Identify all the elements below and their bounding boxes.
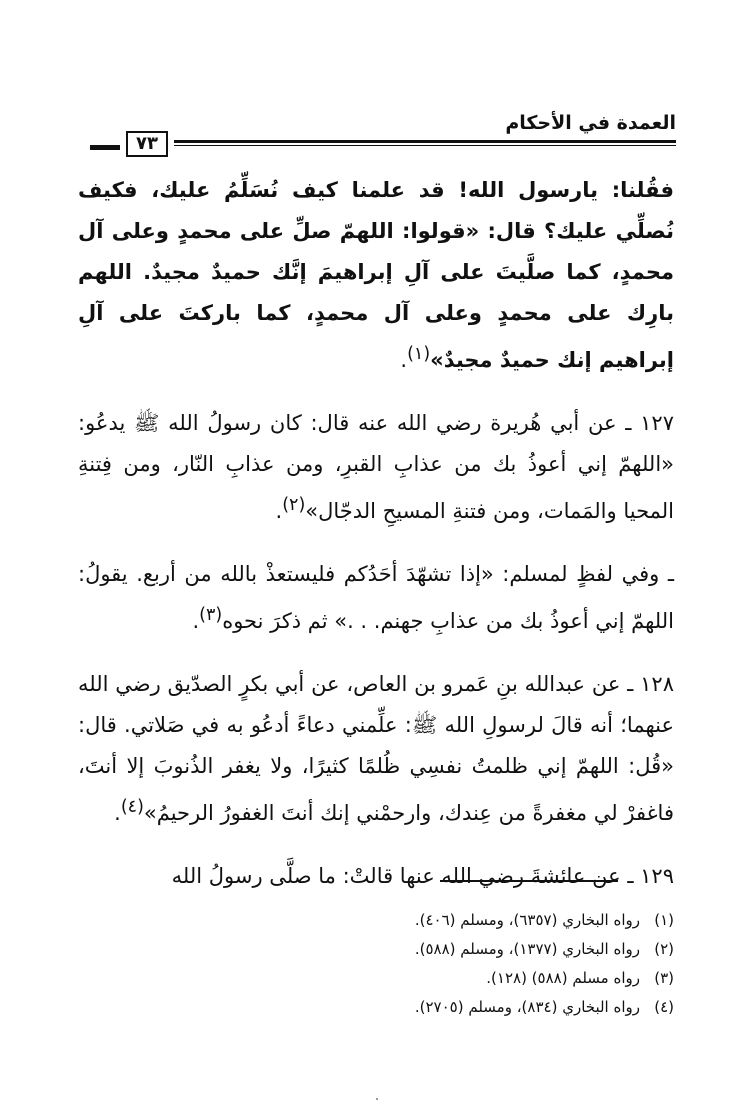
paragraph-1-end: . bbox=[400, 348, 408, 372]
footnote-number: (٤) bbox=[654, 998, 674, 1016]
main-text bbox=[78, 170, 674, 897]
paragraph-128-text: ١٢٨ ـ عن عبدالله بنِ عَمرو بن العاص، عن أبي بكرٍ الصدّيق رضي الله عنهما؛ أنه قالَ لرسولِ الله ﷺ: علِّمني دعاءً أدعُو به في صَلاتي. قال: «قُل: اللهمّ إني ظلمتُ نفسِي ظُلمًا كثيرًا، ولا يغفر الذُنوبَ إلا أنتَ، فاغفرْ لي مغفرةً من عِندك، وارحمْني إنك أنتَ الغفورُ الرحيمُ» bbox=[78, 672, 674, 825]
footnote-3 bbox=[300, 964, 674, 993]
paragraph-127-variant-end: . bbox=[192, 609, 200, 633]
scan-mark bbox=[376, 1098, 378, 1100]
footnote-ref-3: (٣) bbox=[199, 605, 223, 625]
paragraph-129 bbox=[78, 856, 674, 897]
footnote-2 bbox=[300, 935, 674, 964]
footnote-separator bbox=[440, 880, 618, 882]
footnote-number: (١) bbox=[654, 911, 674, 929]
page-number: ٧٣ bbox=[126, 131, 168, 157]
paragraph-1 bbox=[78, 170, 674, 381]
footnotes bbox=[300, 906, 674, 1022]
footnote-ref-4: (٤) bbox=[120, 797, 144, 817]
paragraph-127-variant-text: ـ وفي لفظٍ لمسلم: «إذا تشهّدَ أحَدُكم فليستعذْ بالله من أربع. يقولُ: اللهمّ إني أعوذُ بك من عذابِ جهنم. . .» ثم ذكرَ نحوه bbox=[78, 562, 674, 633]
paragraph-128 bbox=[78, 664, 674, 834]
footnote-number: (٣) bbox=[654, 969, 674, 987]
paragraph-127-variant bbox=[78, 554, 674, 642]
paragraph-127-text: ١٢٧ ـ عن أبي هُريرة رضي الله عنه قال: كان رسولُ الله ﷺ يدعُو: «اللهمّ إني أعوذُ بك من عذابِ القبرِ، ومن عذابِ النّار، ومن فِتنةِ المحيا والمَمات، ومن فتنةِ المسيحِ الدجّال» bbox=[78, 411, 674, 523]
paragraph-127-end: . bbox=[275, 499, 283, 523]
footnote-1 bbox=[300, 906, 674, 935]
paragraph-128-end: . bbox=[114, 801, 121, 825]
footnote-text: رواه البخاري (١٣٧٧)، ومسلم (٥٨٨). bbox=[414, 940, 640, 958]
footnote-text: رواه البخاري (٦٣٥٧)، ومسلم (٤٠٦). bbox=[414, 911, 640, 929]
header-rule bbox=[174, 140, 676, 146]
footnote-number: (٢) bbox=[654, 940, 674, 958]
paragraph-1-text: فقُلنا: يارسول الله! قد علمنا كيف نُسَلِّمُ عليك، فكيف نُصلِّي عليك؟ قال: «قولوا: اللهمّ صلِّ على محمدٍ وعلى آل محمدٍ، كما صلَّيتَ على آلِ إبراهيمَ إنَّك حميدٌ مجيدٌ. اللهم بارِك على محمدٍ وعلى آل محمدٍ، كما باركتَ على آلِ إبراهيم إنك حميدٌ مجيدٌ» bbox=[78, 178, 674, 372]
footnote-text: رواه البخاري (٨٣٤)، ومسلم (٢٧٠٥). bbox=[414, 998, 640, 1016]
paragraph-127 bbox=[78, 403, 674, 532]
paragraph-129-text: ١٢٩ ـ عن عائشةَ رضي الله عنها قالتْ: ما صلَّى رسولُ الله bbox=[171, 864, 674, 888]
header-rule-left bbox=[90, 145, 120, 150]
footnote-ref-2: (٢) bbox=[282, 495, 306, 515]
footnote-ref-1: (١) bbox=[407, 344, 431, 364]
footnote-text: رواه مسلم (٥٨٨) (١٢٨). bbox=[486, 969, 640, 987]
running-title: العمدة في الأحكام bbox=[505, 112, 676, 134]
footnote-4 bbox=[300, 993, 674, 1022]
